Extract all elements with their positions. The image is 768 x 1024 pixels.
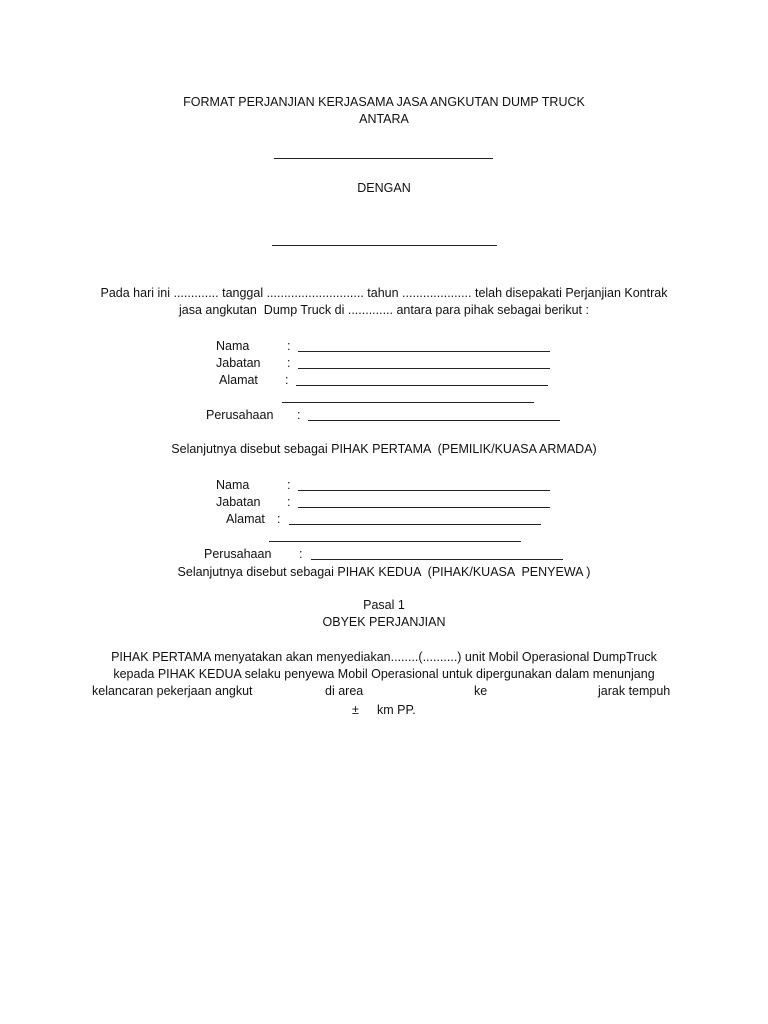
party2-jabatan-label: Jabatan (216, 495, 261, 509)
clause-line-1: PIHAK PERTAMA menyatakan akan menyediakan........(..........) unit Mobil Operasional DumpTruck (111, 650, 657, 664)
document-title-antara: ANTARA (359, 112, 409, 126)
party1-summary: Selanjutnya disebut sebagai PIHAK PERTAMA (PEMILIK/KUASA ARMADA) (171, 442, 597, 456)
clause-line-2: kepada PIHAK KEDUA selaku penyewa Mobil Operasional untuk dipergunakan dalam menunjang (113, 667, 655, 681)
party2-summary: Selanjutnya disebut sebagai PIHAK KEDUA (PIHAK/KUASA PENYEWA ) (177, 565, 591, 579)
party2-alamat-blank-2 (269, 541, 521, 542)
document-title: FORMAT PERJANJIAN KERJASAMA JASA ANGKUTAN DUMP TRUCK (183, 95, 585, 109)
party2-nama-colon: : (287, 478, 291, 492)
clause-line-3-part-2: di area (325, 684, 364, 698)
clause-line-4-part-2: km PP. (377, 703, 416, 717)
party2-jabatan-blank (298, 507, 550, 508)
party2-alamat-blank-1 (289, 524, 541, 525)
second-party-name-blank (272, 245, 497, 246)
pasal-number: Pasal 1 (363, 598, 405, 612)
clause-line-3-part-4: jarak tempuh (598, 684, 671, 698)
clause-line-3-part-1: kelancaran pekerjaan angkut (92, 684, 253, 698)
clause-line-3-part-3: ke (474, 684, 488, 698)
party1-jabatan-label: Jabatan (216, 356, 261, 370)
intro-line-2: jasa angkutan Dump Truck di ............. antara para pihak sebagai berikut : (179, 303, 589, 317)
party1-jabatan-colon: : (287, 356, 291, 370)
dengan-label: DENGAN (357, 181, 411, 195)
first-party-name-blank (274, 158, 493, 159)
party1-jabatan-blank (298, 368, 550, 369)
party2-jabatan-colon: : (287, 495, 291, 509)
party1-alamat-blank-2 (282, 402, 534, 403)
party1-perusahaan-colon: : (297, 408, 301, 422)
clause-line-4-part-1: ± (352, 703, 359, 717)
party2-alamat-colon: : (277, 512, 281, 526)
party1-nama-blank (298, 351, 550, 352)
party2-alamat-label: Alamat (226, 512, 265, 526)
party1-alamat-blank-1 (296, 385, 548, 386)
party2-nama-blank (298, 490, 550, 491)
pasal-title: OBYEK PERJANJIAN (322, 615, 446, 629)
party2-perusahaan-blank (311, 559, 563, 560)
intro-line-1: Pada hari ini ............. tanggal ............................ tahun .................... telah disepakati Perjanjian Kontrak (100, 286, 668, 300)
party1-perusahaan-label: Perusahaan (206, 408, 274, 422)
party1-perusahaan-blank (308, 420, 560, 421)
party1-alamat-colon: : (285, 373, 289, 387)
party1-alamat-label: Alamat (219, 373, 258, 387)
party2-perusahaan-label: Perusahaan (204, 547, 272, 561)
party1-nama-colon: : (287, 339, 291, 353)
party2-perusahaan-colon: : (299, 547, 303, 561)
party2-nama-label: Nama (216, 478, 250, 492)
party1-nama-label: Nama (216, 339, 250, 353)
